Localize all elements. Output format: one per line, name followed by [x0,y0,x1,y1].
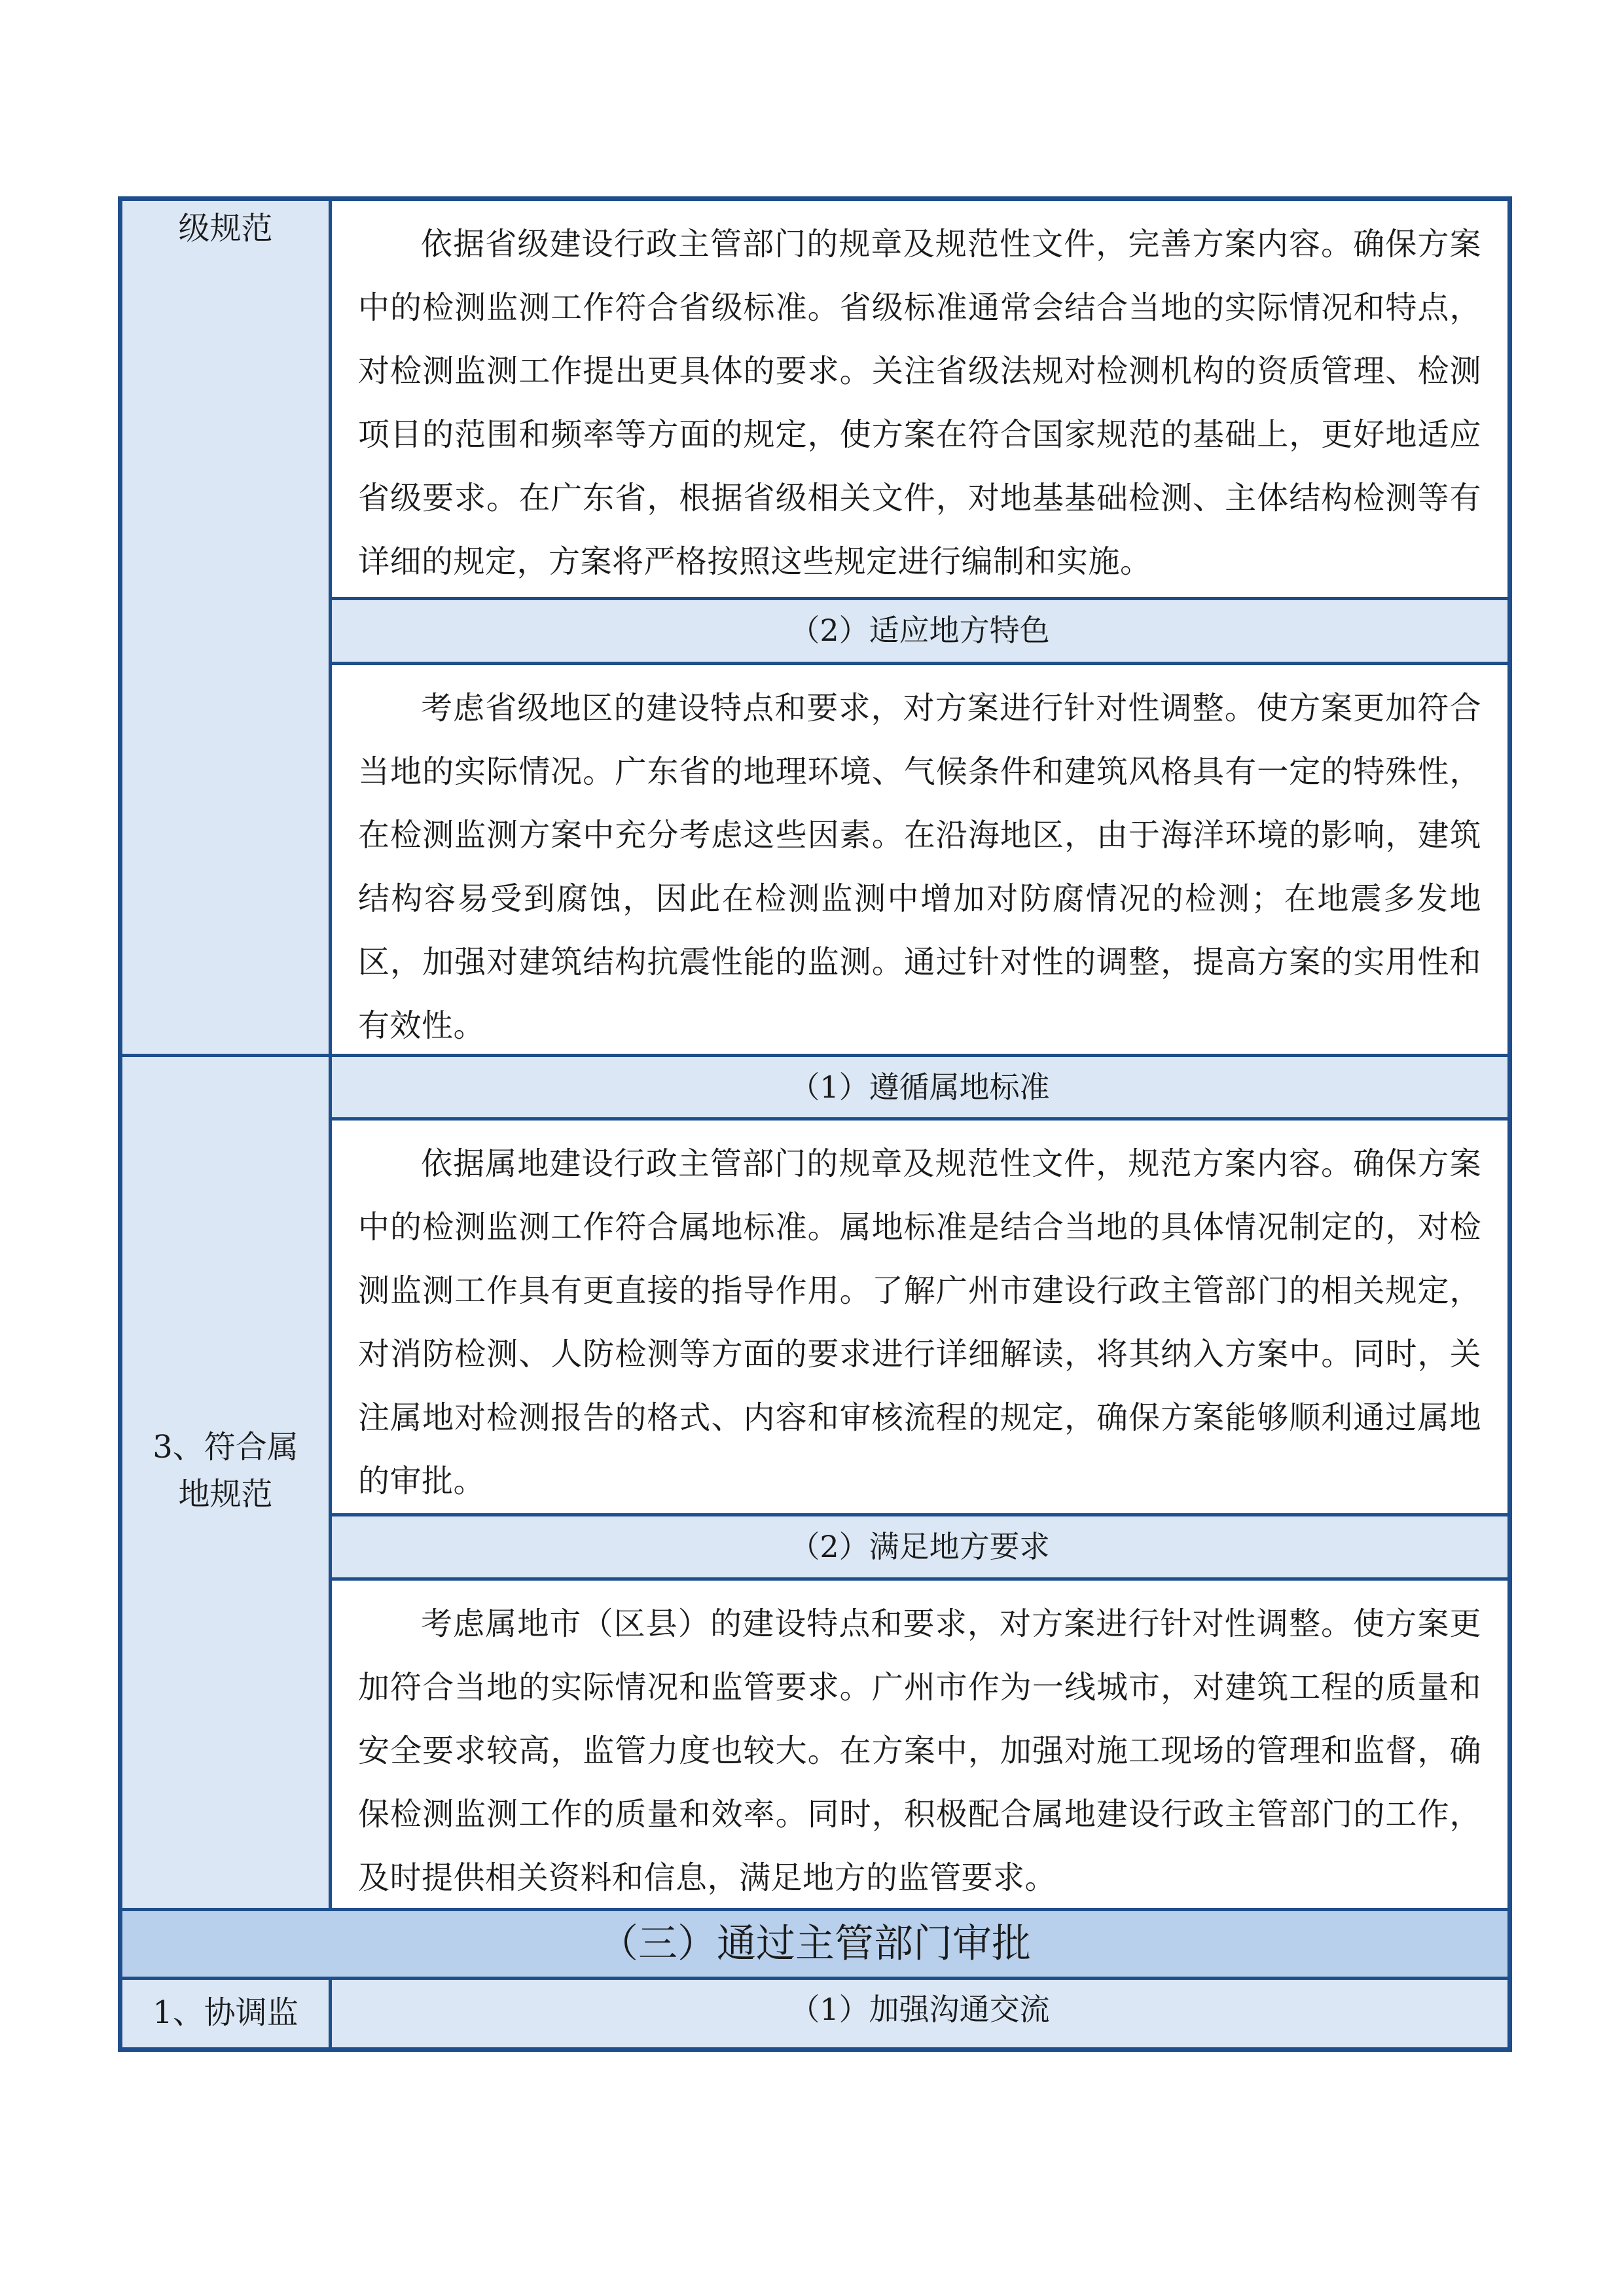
standards-table [118,196,1512,2052]
paragraph-local-features: 考虑省级地区的建设特点和要求，对方案进行针对性调整。使方案更加符合当地的实际情况。广东省的地理环境、气候条件和建筑风格具有一定的特殊性，在检测监测方案中充分考虑这些因素。在沿海地区，由于海洋环境的影响，建筑结构容易受到腐蚀，因此在检测监测中增加对防腐情况的检测；在地震多发地区，加强对建筑结构抗震性能的监测。通过针对性的调整，提高方案的实用性和有效性。 [358,690,1481,1044]
row-label-text: 级规范 [178,210,273,247]
paragraph-meet-local-requirements: 考虑属地市（区县）的建设特点和要求，对方案进行针对性调整。使方案更加符合当地的实际情况和监管要求。广州市作为一线城市，对建筑工程的质量和安全要求较高，监管力度也较大。在方案中，加强对施工现场的管理和监督，确保检测监测工作的质量和效率。同时，积极配合属地建设行政主管部门的工作，及时提供相关资料和信息，满足地方的监管要求。 [358,1605,1481,1896]
row-label-text: 3、符合属地规范 [153,1429,298,1513]
paragraph-follow-local-standard: 依据属地建设行政主管部门的规章及规范性文件，规范方案内容。确保方案中的检测监测工作符合属地标准。属地标准是结合当地的具体情况制定的，对检测监测工作具有更直接的指导作用。了解广州市建设行政主管部门的相关规定，对消防检测、人防检测等方面的要求进行详细解读，将其纳入方案中。同时，关注属地对检测报告的格式、内容和审核流程的规定，确保方案能够顺利通过属地的审批。 [358,1145,1481,1499]
section-heading-approval: （三）通过主管部门审批 [122,1911,1507,1977]
row-label-coordination [122,1980,332,2047]
subheading-strengthen-communication: （1）加强沟通交流 [332,1980,1507,2047]
row-label-local [122,1057,332,1908]
row-label-text: 1、协调监 [153,1994,298,2031]
paragraph-provincial-standard: 依据省级建设行政主管部门的规章及规范性文件，完善方案内容。确保方案中的检测监测工作符合省级标准。省级标准通常会结合当地的实际情况和特点，对检测监测工作提出更具体的要求。关注省级法规对检测机构的资质管理、检测项目的范围和频率等方面的规定，使方案在符合国家规范的基础上，更好地适应省级要求。在广东省，根据省级相关文件，对地基基础检测、主体结构检测等有详细的规定，方案将严格按照这些规定进行编制和实施。 [358,226,1481,580]
subheading-meet-local-requirements: （2）满足地方要求 [332,1516,1507,1577]
subheading-local-features: （2）适应地方特色 [332,600,1507,662]
row-label-provincial [122,201,332,1054]
subheading-follow-local-standard: （1）遵循属地标准 [332,1057,1507,1117]
